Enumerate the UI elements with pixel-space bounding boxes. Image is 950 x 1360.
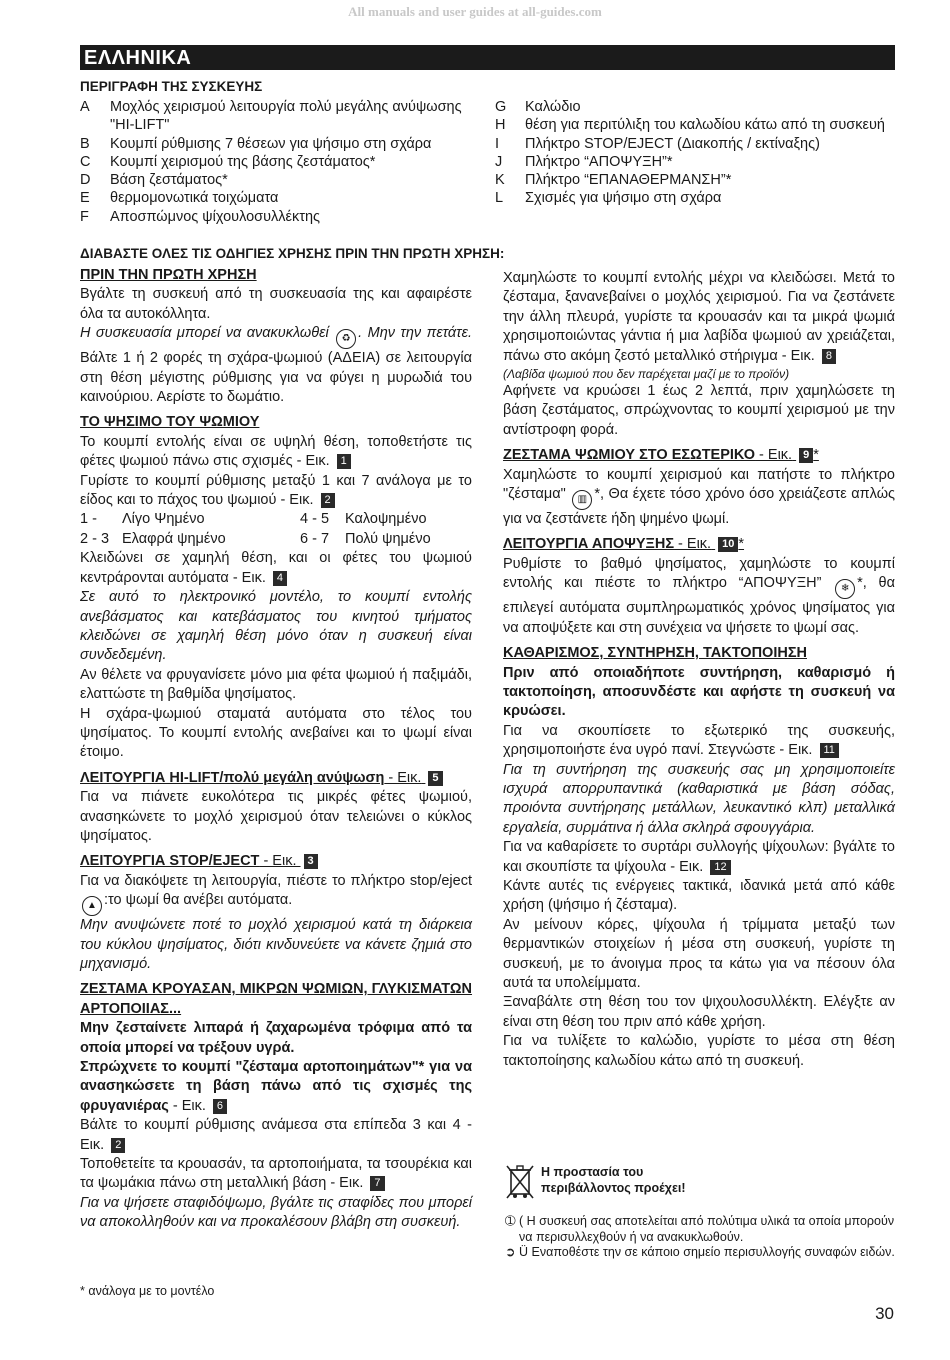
paragraph: Τοποθετείτε τα κρουασάν, τα αρτοποιήματα, τα τσουρέκια και τα ψωμάκια πάνω στη μεταλλική βάση - Εικ. 7 <box>80 1156 472 1192</box>
paragraph: Για να σκουπίσετε το εξωτερικό της συσκευής, χρησιμοποιήστε ένα υγρό πανί. Στεγνώστε - Εικ. 11 <box>503 722 895 759</box>
toast-warm-icon: ▥ <box>572 490 592 510</box>
paragraph: Χαμηλώστε το κουμπί χειρισμού και πατήστε το πλήκτρο "ζέσταμα" ▥ *, Θα έχετε τόσο χρόνο όσο χρειάζεστε απλώς για να ζεστάνετε ήδη ψημένο ψωμί. <box>503 466 896 528</box>
description-item: L Σχισμές για ψήσιμο στη σχάρα <box>495 190 722 207</box>
crossed-bin-icon <box>505 1162 535 1202</box>
description-item: K Πλήκτρο “ΕΠΑΝΑΘΕΡΜΑΝΣΗ”* <box>495 172 732 189</box>
right-column <box>503 269 895 1071</box>
paragraph: Για να καθαρίσετε το συρτάρι συλλογής ψίχουλων: βγάλτε το και σκουπίστε τα ψίχουλα - Εικ. 12 <box>503 839 895 875</box>
paragraph: Η συσκευασία μπορεί να ανακυκλωθεί ♻ . Μην την πετάτε. Βάλτε 1 ή 2 φορές τη σχάρα-ψωμιού (ΑΔΕΙΑ) σε λειτουργία στη θέση μέγιστης ρύθμισης για να φύγει η μυρωδιά του καινούριου. Αερίστε το δωμάτιο. <box>80 325 472 406</box>
section-heading: ΛΕΙΤΟΥΡΓΙΑ STOP/EJECT - Εικ. 3 <box>80 852 472 871</box>
paragraph: Για να διακόψετε τη λειτουργία, πιέστε το πλήκτρο stop/eject ▲ :το ψωμί θα ανέβει αυτόματα. <box>80 872 472 916</box>
info-icon: ➀ <box>505 1214 516 1228</box>
defrost-icon: ❄ <box>835 579 855 599</box>
paragraph: Βάλτε το κουμπί ρύθμισης ανάμεσα στα επίπεδα 3 και 4 - Εικ. 2 <box>80 1117 472 1153</box>
figure-ref: 3 <box>304 854 318 869</box>
paragraph: Πριν από οποιαδήποτε συντήρηση, καθαρισμό ή τακτοποίηση, αποσυνδέστε και αφήστε τη συσκευή να κρυώσει. <box>503 664 895 720</box>
list-item: ➀ ( Η συσκευή σας αποτελείται από πολύτιμα υλικά τα οποία μπορούν να περισυλλεχθούν ή να ανακυκλωθούν. <box>505 1214 895 1244</box>
figure-ref: 11 <box>820 743 839 758</box>
environment-title: Η προστασία του περιβάλλοντος προέχει! <box>541 1165 686 1195</box>
section-heading: ΛΕΙΤΟΥΡΓΙΑ ΑΠΟΨΥΞΗΣ - Εικ. 10 * <box>503 536 745 553</box>
figure-ref: 6 <box>213 1099 227 1114</box>
figure-ref: 2 <box>111 1138 125 1153</box>
figure-ref: 5 <box>428 771 442 786</box>
recycle-icon: ♻ <box>336 329 356 349</box>
paragraph: Μην ζεσταίνετε λιπαρά ή ζαχαρωμένα τρόφιμα από τα οποία μπορεί να τρέξουν υγρά. <box>80 1020 472 1056</box>
paragraph: Ξαναβάλτε στη θέση του τον ψιχουλοσυλλέκτη. Ελέγξτε αν είναι στη θέση του πριν από κάθε χρήση. <box>503 994 895 1030</box>
figure-ref: 2 <box>321 493 335 508</box>
paragraph: Για τη συντήρηση της συσκευής σας μη χρησιμοποιείτε ισχυρά απορρυπαντικά (καθαριστικά με βάση σόδας, προιόντα συντήρησης μετάλλων, λευκαντικό κλπ) μεταλλικά εργαλεία, συρμάτινα ή άλλα σκληρά σφουγγάρια. <box>503 761 895 836</box>
footnote: * ανάλογα με το μοντέλο <box>80 1284 215 1298</box>
description-item: G Καλώδιο <box>495 99 581 115</box>
description-item: I Πλήκτρο STOP/EJECT (Διακοπής / εκτίναξης) <box>495 135 820 152</box>
figure-ref: 7 <box>370 1176 384 1191</box>
watermark: All manuals and user guides at all-guides.com <box>348 4 602 19</box>
paragraph: Βγάλτε τη συσκευή από τη συσκευασία της και αφαιρέστε όλα τα αυτοκόλλητα. <box>80 286 472 322</box>
description-item: C Κουμπί χειρισμού της βάσης ζεστάματος* <box>80 153 376 170</box>
arrow-icon: ➲ <box>505 1245 516 1259</box>
figure-ref: 4 <box>273 571 287 586</box>
section-heading: ΚΑΘΑΡΙΣΜΟΣ, ΣΥΝΤΗΡΗΣΗ, ΤΑΚΤΟΠΟΙΗΣΗ <box>503 645 807 662</box>
left-column <box>80 266 472 1233</box>
section-heading: ΖΕΣΤΑΜΑ ΚΡΟΥΑΣΑΝ, ΜΙΚΡΩΝ ΨΩΜΙΩΝ, ΓΛΥΚΙΣΜΑΤΩΝ ΑΡΤΟΠΟΙΙΑΣ... <box>80 981 473 1017</box>
section-heading: ΛΕΙΤΟΥΡΓΙΑ HI-LIFT/πολύ μεγάλη ανύψωση - Εικ. 5 <box>80 769 472 788</box>
figure-ref: 1 <box>337 454 351 469</box>
paragraph: Σπρώχνετε το κουμπί "ζέσταμα αρτοποιημάτων"* για να ανασηκώσετε τη βάση πάνω από τις σχισμές της φρυγανιέρας - Εικ. 6 <box>80 1059 472 1114</box>
figure-ref: 8 <box>822 349 836 364</box>
paragraph: Για να ψήσετε σταφιδόψωμο, βγάλτε τις σταφίδες που μπορεί να αποκολληθούν και να προκαλέσουν βλάβη στη συσκευή. <box>80 1194 472 1231</box>
paragraph: Γυρίστε το κουμπί ρύθμισης μεταξύ 1 και 7 ανάλογα με το είδος και το πάχος του ψωμιού - Εικ. 2 <box>80 472 472 509</box>
browning-levels: 1 - Λίγο Ψημένο 4 - 5 Καλοψημένο 2 - 3 Ελαφρά ψημένο 6 - 7 Πολύ ψημένο <box>80 511 431 547</box>
language-banner: ΕΛΛΗΝΙΚΑ <box>80 45 895 70</box>
list-item: ➲ Ü Εναποθέστε την σε κάποιο σημείο περισυλλογής συναφών ειδών. <box>505 1245 895 1259</box>
description-item: A Μοχλός χειρισμού λειτουργία πολύ μεγάλης ανύψωσης "HI-LIFT" <box>80 99 462 134</box>
page-number: 30 <box>875 1304 894 1323</box>
description-left-list <box>80 98 490 226</box>
description-item: B Κουμπί ρύθμισης 7 θέσεων για ψήσιμο στη σχάρα <box>80 135 432 152</box>
description-item: J Πλήκτρο “ΑΠΟΨΥΞΗ”* <box>495 153 673 170</box>
paragraph: Χαμηλώστε το κουμπί εντολής μέχρι να κλειδώσει. Μετά το ζέσταμα, ξανανεβαίνει ο μοχλός χειρισμού. Για να ζεστάνετε την άλλη πλευρά, γυρίστε τα κρουασάν και τα μικρά ψωμιά χρησιμοποιώντας γάντια ή μια λαβίδα ψωμιού αν χρειάζεται, πάνω στο ακόμη ζεστό μεταλλικό στήριγμα - Εικ. 8 <box>503 270 895 364</box>
paragraph: Μην ανυψώνετε ποτέ το μοχλό χειρισμού κατά τη διάρκεια του κύκλου ψησίματος, διότι κινδυνεύετε να κάνετε ζημιά στο μηχανισμό. <box>80 917 472 972</box>
figure-ref: 12 <box>710 860 730 875</box>
paragraph: Κλειδώνει σε χαμηλή θέση, και οι φέτες του ψωμιού κεντράρονται αυτόματα - Εικ. 4 <box>80 550 472 586</box>
paragraph: Κάντε αυτές τις ενέργειες τακτικά, ιδανικά μετά από κάθε χρήση (ψήσιμο ή ζέσταμα). <box>503 877 895 914</box>
environment-notes <box>505 1214 900 1261</box>
description-title: ΠΕΡΙΓΡΑΦΗ ΤΗΣ ΣΥΣΚΕΥΗΣ <box>80 79 263 94</box>
read-all-heading: ΔΙΑΒΑΣΤΕ ΟΛΕΣ ΤΙΣ ΟΔΗΓΙΕΣ ΧΡΗΣΗΣ ΠΡΙΝ ΤΗΝ ΠΡΩΤΗ ΧΡΗΣΗ: <box>80 246 505 261</box>
paragraph: Αν θέλετε να φρυγανίσετε μόνο μια φέτα ψωμιού ή παξιμάδι, ελαττώστε τη βαθμίδα ψησίματος. <box>80 666 472 703</box>
note: (Λαβίδα ψωμιού που δεν παρέχεται μαζί με το προϊόν) <box>503 367 790 382</box>
paragraph: Το κουμπί εντολής είναι σε υψηλή θέση, τοποθετήστε τις φέτες ψωμιού πάνω στις σχισμές - Εικ. 1 <box>80 433 472 470</box>
paragraph: Ρυθμίστε το βαθμό ψησίματος, χαμηλώστε το κουμπί εντολής και πιέστε το πλήκτρο “ΑΠΟΨΥΞΗ” ❄ *, θα επιλεγεί αυτόματα συμπληρωματικός χρόνος ψησίματος για να αποψύξετε και στη συνέχεια να ψήσετε το ψωμί σας. <box>503 555 895 636</box>
paragraph: Η σχάρα-ψωμιού σταματά αυτόματα στο τέλος του ψησίματος. Το κουμπί εντολής ανεβαίνει και το ψωμί είναι έτοιμο. <box>80 705 472 761</box>
description-item: E θερμομονωτικά τοιχώματα <box>80 190 279 207</box>
paragraph: Αν μείνουν κόρες, ψίχουλα ή τρίμματα μεταξύ των θερμαντικών στοιχείων ή μέσα στη συσκευή, γυρίστε τη συσκευή, με το άνοιγμα προς τα κάτω για να πέσουν όλα αυτά τα υπολείμματα. <box>503 916 895 991</box>
eject-icon: ▲ <box>82 896 102 916</box>
paragraph: Αφήνετε να κρυώσει 1 έως 2 λεπτά, πριν χαμηλώσετε τη βάση ζεστάματος, σπρώχνοντας το κουμπί χειρισμού με την αντίστροφη φορά. <box>503 383 895 438</box>
description-item: F Αποσπώμνος ψίχουλοσυλλέκτης <box>80 208 321 225</box>
figure-ref: 9 <box>799 448 813 463</box>
figure-ref: 10 <box>718 537 738 552</box>
paragraph: Για να πιάνετε ευκολότερα τις μικρές φέτες ψωμιού, ανασηκώνετε το μοχλό χειρισμού όταν τελειώνει ο κύκλος ψησίματος. <box>80 789 472 844</box>
section-heading: ΖΕΣΤΑΜΑ ΨΩΜΙΟΥ ΣΤΟ ΕΣΩΤΕΡΙΚΟ - Εικ. 9 * <box>503 447 819 464</box>
paragraph: Σε αυτό το ηλεκτρονικό μοντέλο, το κουμπί εντολής ανεβάσματος και κατεβάσματος του κινητού τμήματος κλειδώνει σε χαμηλή θέση μόνο όταν η συσκευή είναι συνδεδεμένη. <box>80 589 472 664</box>
section-heading: ΤΟ ΨΗΣΙΜΟ ΤΟΥ ΨΩΜΙΟΥ <box>80 414 260 431</box>
section-heading: ΠΡΙΝ ΤΗΝ ΠΡΩΤΗ ΧΡΗΣΗ <box>80 267 257 283</box>
description-item: D Βάση ζεστάματος* <box>80 172 228 189</box>
description-item: H θέση για περιτύλιξη του καλωδίου κάτω από τη συσκευή <box>495 117 885 134</box>
paragraph: Για να τυλίξετε το καλώδιο, γυρίστε το μέσα στη θέση τακτοποίησης καλωδίου κάτω από τη συσκευή. <box>503 1033 895 1069</box>
description-right-list <box>495 98 895 208</box>
